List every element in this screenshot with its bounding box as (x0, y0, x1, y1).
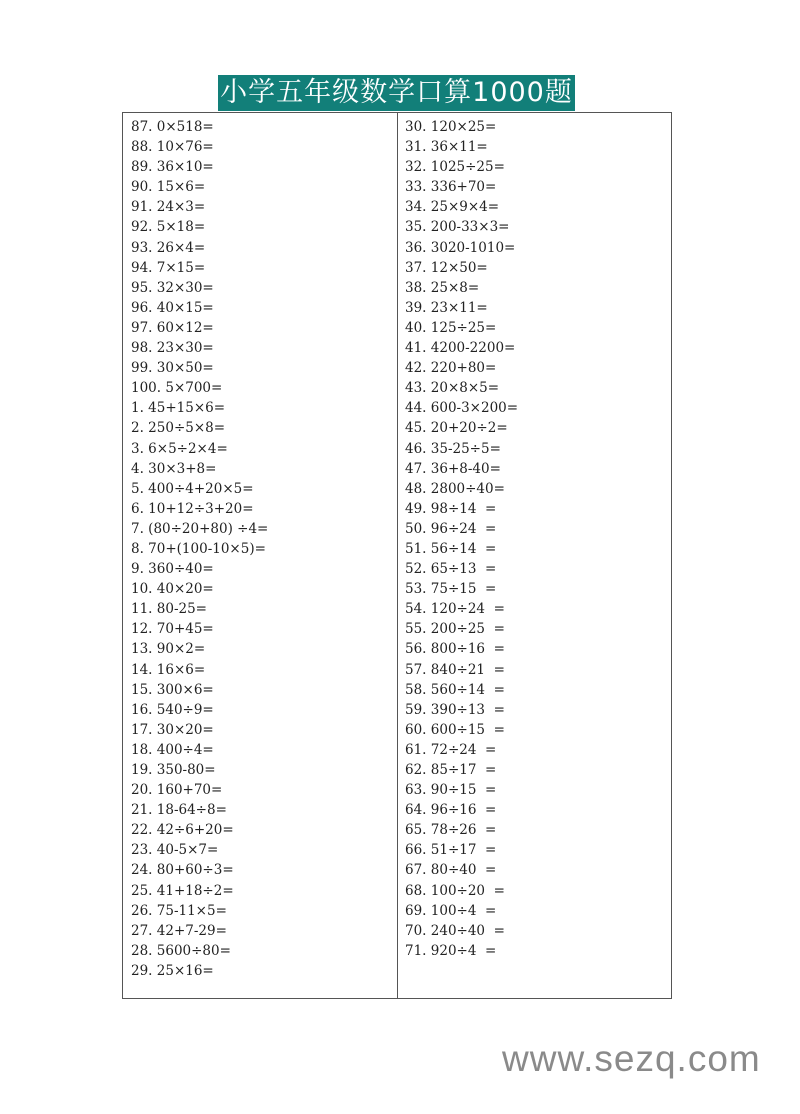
problem-item: 64. 96÷16 = (405, 802, 497, 819)
problem-item: 51. 56÷14 = (405, 540, 497, 557)
problem-item: 24. 80+60÷3= (131, 862, 234, 879)
left-column (131, 117, 268, 981)
problem-item: 23. 40-5×7= (131, 842, 219, 859)
problem-item: 4. 30×3+8= (131, 460, 217, 477)
problem-item: 44. 600-3×200= (405, 400, 519, 417)
problem-item: 61. 72÷24 = (405, 741, 497, 758)
problem-item: 68. 100÷20 = (405, 882, 505, 899)
problem-item: 46. 35-25÷5= (405, 440, 501, 457)
problem-item: 2. 250÷5×8= (131, 420, 226, 437)
problem-item: 45. 20+20÷2= (405, 420, 508, 437)
problem-item: 26. 75-11×5= (131, 902, 227, 919)
problem-item: 89. 36×10= (131, 159, 214, 176)
problem-item: 93. 26×4= (131, 239, 206, 256)
problem-item: 18. 400÷4= (131, 741, 214, 758)
problem-item: 54. 120÷24 = (405, 601, 505, 618)
problem-item: 97. 60×12= (131, 319, 214, 336)
problem-item: 5. 400÷4+20×5= (131, 480, 254, 497)
problem-item: 63. 90÷15 = (405, 782, 497, 799)
problem-item: 42. 220+80= (405, 360, 497, 377)
problem-item: 67. 80÷40 = (405, 862, 497, 879)
problem-item: 100. 5×700= (131, 380, 223, 397)
problem-item: 70. 240÷40 = (405, 922, 505, 939)
problem-item: 58. 560÷14 = (405, 681, 505, 698)
problem-item: 33. 336+70= (405, 179, 497, 196)
right-column (405, 117, 518, 961)
problem-item: 12. 70+45= (131, 621, 214, 638)
problem-item: 34. 25×9×4= (405, 199, 500, 216)
problem-item: 3. 6×5÷2×4= (131, 440, 228, 457)
problem-item: 30. 120×25= (405, 119, 497, 135)
problem-item: 57. 840÷21 = (405, 661, 505, 678)
problem-item: 21. 18-64÷8= (131, 802, 227, 819)
problem-item: 6. 10+12÷3+20= (131, 500, 254, 517)
problem-item: 40. 125÷25= (405, 319, 497, 336)
problem-item: 39. 23×11= (405, 299, 488, 316)
problem-item: 48. 2800÷40= (405, 480, 505, 497)
problem-item: 69. 100÷4 = (405, 902, 497, 919)
problem-item: 29. 25×16= (131, 962, 214, 979)
problem-item: 41. 4200-2200= (405, 340, 516, 357)
watermark: www.sezq.com (502, 1038, 761, 1079)
problem-item: 55. 200÷25 = (405, 621, 505, 638)
problem-item: 66. 51÷17 = (405, 842, 497, 859)
problem-item: 65. 78÷26 = (405, 822, 497, 839)
problem-table (122, 112, 672, 999)
problem-item: 56. 800÷16 = (405, 641, 505, 658)
problem-item: 28. 5600÷80= (131, 942, 231, 959)
problem-item: 11. 80-25= (131, 601, 207, 618)
problem-item: 25. 41+18÷2= (131, 882, 234, 899)
problem-item: 9. 360÷40= (131, 561, 214, 578)
problem-item: 47. 36+8-40= (405, 460, 501, 477)
problem-item: 31. 36×11= (405, 139, 488, 156)
problem-item: 32. 1025÷25= (405, 159, 505, 176)
problem-item: 60. 600÷15 = (405, 721, 505, 738)
problem-item: 91. 24×3= (131, 199, 206, 216)
problem-item: 1. 45+15×6= (131, 400, 226, 417)
problem-item: 50. 96÷24 = (405, 520, 497, 537)
problem-item: 62. 85÷17 = (405, 762, 497, 778)
problem-item: 16. 540÷9= (131, 701, 214, 718)
problem-item: 52. 65÷13 = (405, 561, 497, 578)
problem-item: 90. 15×6= (131, 179, 206, 196)
problem-item: 8. 70+(100-10×5)= (131, 540, 266, 557)
problem-item: 88. 10×76= (131, 139, 214, 156)
problem-item: 95. 32×30= (131, 279, 214, 296)
problem-item: 92. 5×18= (131, 219, 206, 236)
problem-item: 87. 0×518= (131, 119, 214, 135)
problem-item: 96. 40×15= (131, 299, 214, 316)
problem-item: 36. 3020-1010= (405, 239, 516, 256)
column-divider (397, 113, 398, 998)
problem-item: 27. 42+7-29= (131, 922, 227, 939)
problem-item: 10. 40×20= (131, 581, 214, 598)
page-title: 小学五年级数学口算1000题 (218, 75, 575, 111)
problem-item: 43. 20×8×5= (405, 380, 500, 397)
problem-item: 37. 12×50= (405, 259, 488, 276)
problem-item: 49. 98÷14 = (405, 500, 497, 517)
problem-item: 15. 300×6= (131, 681, 214, 698)
problem-item: 35. 200-33×3= (405, 219, 510, 236)
problem-item: 98. 23×30= (131, 340, 214, 357)
problem-item: 7. (80÷20+80) ÷4= (131, 520, 269, 537)
problem-item: 59. 390÷13 = (405, 701, 505, 718)
problem-item: 53. 75÷15 = (405, 581, 497, 598)
problem-item: 22. 42÷6+20= (131, 822, 234, 839)
problem-item: 71. 920÷4 = (405, 942, 497, 959)
problem-item: 14. 16×6= (131, 661, 206, 678)
problem-item: 19. 350-80= (131, 762, 216, 778)
problem-item: 17. 30×20= (131, 721, 214, 738)
problem-item: 99. 30×50= (131, 360, 214, 377)
problem-item: 94. 7×15= (131, 259, 206, 276)
problem-item: 13. 90×2= (131, 641, 206, 658)
problem-item: 38. 25×8= (405, 279, 480, 296)
problem-item: 20. 160+70= (131, 782, 223, 799)
